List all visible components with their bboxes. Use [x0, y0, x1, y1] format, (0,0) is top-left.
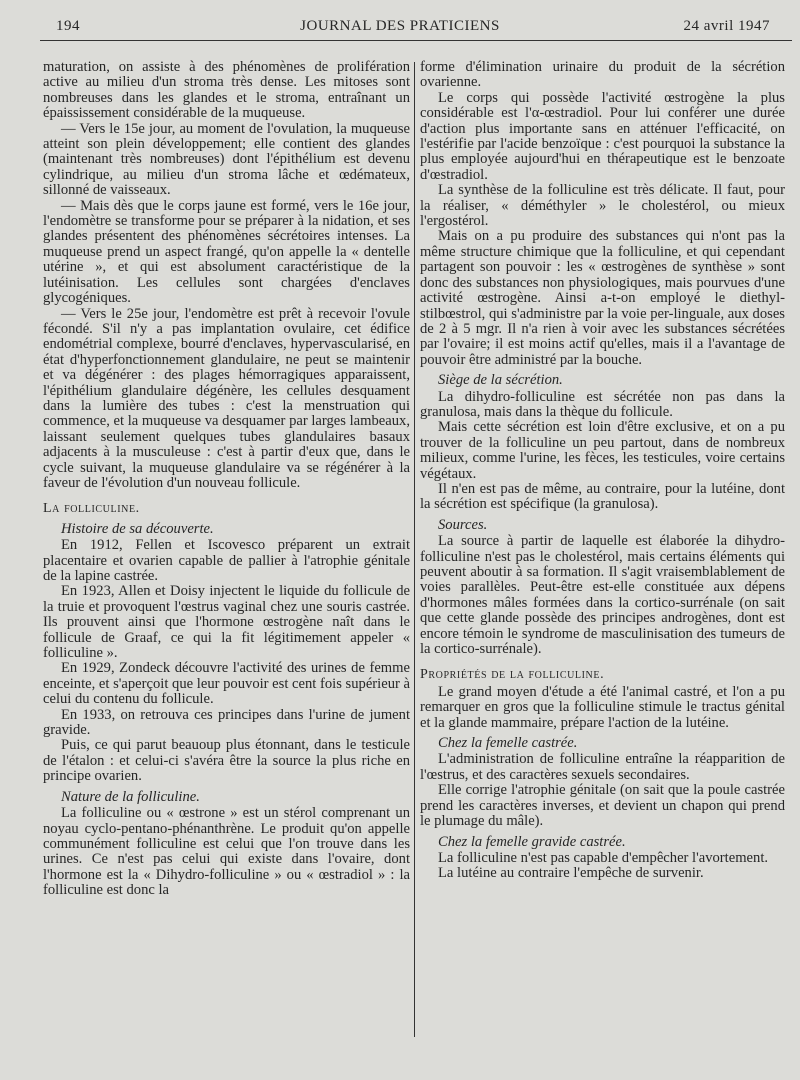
subsection-heading: Chez la femelle castrée. [438, 735, 578, 752]
section-heading: Propriétés de la folliculine. [420, 667, 605, 683]
paragraph: En 1912, Fellen et Iscovesco préparent un extrait placentaire et ovarien capable de pallier à l'atrophie génitale de la lapine castrée. [43, 537, 410, 584]
paragraph: — Mais dès que le corps jaune est formé, vers le 16e jour, l'endomètre se transforme pour se préparer à la nidation, et ses glandes présentent des phénomènes sécrétoires intenses. La muqueuse prend un aspect frangé, qu'on appelle la « dentelle utérine », et qui est absolument caractéristique de la lutéinisation. Les cellules sont chargées d'enclaves glycogéniques. [43, 197, 410, 307]
paragraph: Il n'en est pas de même, au contraire, pour la lutéine, dont la sécrétion est spécifique (la granulosa). [420, 480, 785, 513]
subsection-heading: Chez la femelle gravide castrée. [438, 833, 626, 850]
paragraph: forme d'élimination urinaire du produit de la sécrétion ovarienne. [420, 59, 785, 91]
section-heading: La folliculine. [43, 501, 140, 517]
header-rule [40, 40, 792, 41]
paragraph: maturation, on assiste à des phénomènes de prolifération active au milieu d'un stroma très dense. Les mitoses sont nombreuses dans les glandes et le stroma, entraînant un épaississement considérable de la muqueuse. [43, 59, 410, 122]
paragraph: Le grand moyen d'étude a été l'animal castré, et l'on a pu remarquer en gros que la folliculine stimule le tractus génital et la glande mammaire, prépare l'action de la lutéine. [420, 683, 785, 731]
subsection-heading: Nature de la folliculine. [61, 788, 200, 805]
column-divider [414, 62, 415, 1037]
left-column [43, 60, 410, 899]
paragraph: La dihydro-folliculine est sécrétée non pas dans la granulosa, mais dans la thèque du follicule. [420, 388, 785, 420]
subsection-heading: Sources. [438, 516, 488, 533]
paragraph: En 1933, on retrouva ces principes dans l'urine de jument gravide. [43, 706, 410, 739]
paragraph: Puis, ce qui parut beauoup plus étonnant, dans le testicule de l'étalon : et celui-ci s'avéra être la source la plus riche en principe ovarien. [43, 737, 410, 785]
paragraph: Le corps qui possède l'activité œstrogène la plus considérable est l'α-œstradiol. Pour lui conférer une durée d'action plus importante sans en atténuer l'efficacité, on l'estérifie par l'acide benzoïque : c'est pourquoi la substance la plus employée aujourd'hui en thérapeutique est le benzoate d'œstradiol. [420, 89, 785, 183]
paragraph: La lutéine au contraire l'empêche de survenir. [438, 865, 704, 882]
subsection-heading: Histoire de sa découverte. [61, 520, 214, 537]
paragraph: La synthèse de la folliculine est très délicate. Il faut, pour la réaliser, « déméthyler » le cholestérol, ou mieux l'ergostérol. [420, 182, 785, 230]
page-number: 194 [56, 18, 80, 34]
paragraph: Mais cette sécrétion est loin d'être exclusive, et on a pu trouver de la folliculine un peu partout, dans de nombreux milieux, comme l'urine, les fèces, les testicules, voire certains végétaux. [420, 419, 785, 482]
paragraph: En 1929, Zondeck découvre l'activité des urines de femme enceinte, et s'aperçoit que leur pouvoir est cent fois supérieur à celui du contenu du follicule. [43, 660, 410, 708]
paragraph: — Vers le 25e jour, l'endomètre est prêt à recevoir l'ovule fécondé. S'il n'y a pas implantation ovulaire, cet édifice endométrial complexe, bourré d'enclaves, hypervascularisé, en état d'hyperfonctionnement glandulaire, ne peut se maintenir et va dégénérer : des plages hémorragiques apparaissent, l'épithélium glandulaire dégénère, les cellules desquament dans la lumière des tubes : c'est la menstruation qui commence, et la muqueuse va desquamer par larges lambeaux, laissant seulement quelques tubes glandulaires basaux adjacents à la musculeuse : c'est à partir d'eux que, dans le cycle suivant, la muqueuse glandulaire va se régénérer à la faveur de l'évolution d'un nouveau follicule. [43, 305, 410, 491]
paragraph: La source à partir de laquelle est élaborée la dihydro-folliculine n'est pas le cholestérol, mais certains éléments qui peuvent aboutir à sa formation. Il s'agit vraisemblablement de voies parallèles. Peut-être est-elle constituée aux dépens d'hormones mâles formées dans la cortico-surrénale (on sait que cette glande possède des principes androgènes, dont est encore témoin le syndrome de masculinisation des tumeurs de la cortico-surrénale). [420, 533, 785, 658]
paragraph: Elle corrige l'atrophie génitale (on sait que la poule castrée prend les caractères inverses, et devient un chapon qui prend le plumage du mâle). [420, 782, 785, 830]
paragraph: Mais on a pu produire des substances qui n'ont pas la même structure chimique que la folliculine, et qui cependant partagent son pouvoir : les « œstrogènes de synthèse » sont donc des substances non physiologiques, mais pourvues d'une activité œstrogène. Ainsi a-t-on employé le diethyl-stilbœstrol, qui s'administre par la voie per-linguale, aux doses de 2 à 5 mgr. Il n'a rien à voir avec les substances sécrétées par l'ovaire; il est moins actif qu'elles, mais il a l'avantage de pouvoir être administré par la bouche. [420, 228, 785, 368]
subsection-heading: Siège de la sécrétion. [438, 372, 563, 389]
paragraph: La folliculine ou « œstrone » est un stérol comprenant un noyau cyclo-pentano-phénanthrène. Le produit qu'on appelle communément folliculine est celui que l'on trouve dans les urines. Ce n'est pas celui qui existe dans l'ovaire, dont l'hormone est la « Dihydro-folliculine » ou « œstradiol » : la folliculine est donc la [43, 805, 410, 899]
paragraph: La folliculine n'est pas capable d'empêcher l'avortement. [438, 849, 769, 866]
paragraph: — Vers le 15e jour, au moment de l'ovulation, la muqueuse atteint son plein développement; elle contient des glandes (maintenant très nombreuses) dont l'épithélium est devenu cylindrique, au milieu d'un stroma lâche et œdémateux, sillonné de vaisseaux. [43, 120, 410, 199]
issue-date: 24 avril 1947 [683, 18, 770, 34]
paragraph: En 1923, Allen et Doisy injectent le liquide du follicule de la truie et provoquent l'œstrus vaginal chez une souris castrée. Ils prouvent ainsi que l'hormone œstrogène naît dans le follicule de Graaf, ce qui la fit légitimement appeler « folliculine ». [43, 583, 410, 662]
journal-title: JOURNAL DES PRATICIENS [300, 18, 500, 34]
right-column [420, 60, 785, 882]
paragraph: L'administration de folliculine entraîne la réapparition de l'œstrus, et des caractères sexuels secondaires. [420, 751, 785, 783]
